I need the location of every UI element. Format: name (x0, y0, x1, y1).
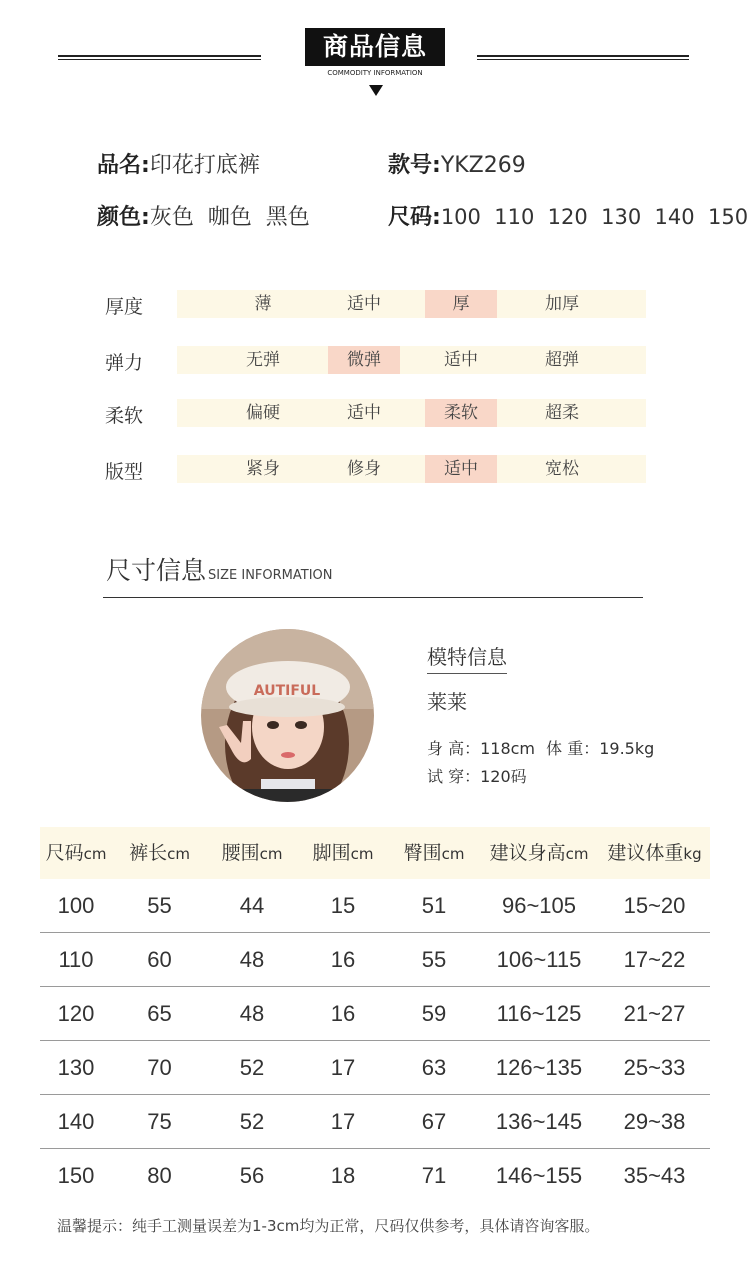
header-name: 建议体重 (607, 842, 684, 864)
cap-text: AUTIFUL (253, 683, 321, 699)
table-cell: 44 (239, 893, 265, 918)
attribute-label: 厚度 (105, 296, 144, 318)
table-header-cell (599, 827, 710, 879)
table-cell: 21~27 (623, 1001, 686, 1026)
section-subtitle: COMMODITY INFORMATION (327, 69, 423, 77)
attribute-option: 适中 (444, 350, 478, 370)
model-weight-label: 体 重： (546, 739, 600, 758)
style-number-label: 款号: (388, 153, 441, 178)
table-cell: 116~125 (496, 1001, 582, 1026)
attribute-option-selected: 适中 (425, 455, 497, 483)
table-cell: 17 (330, 1055, 356, 1080)
table-cell: 17~22 (623, 947, 686, 972)
model-height-value: 118cm (480, 739, 536, 758)
section-title: 商品信息 (305, 28, 445, 66)
header-name: 裤长 (129, 842, 168, 864)
table-header-cell (207, 827, 297, 879)
header-unit: cm (565, 845, 589, 863)
size-title-en: SIZE INFORMATION (208, 568, 333, 583)
model-tryon-label: 试 穿： (427, 767, 481, 786)
table-cell: 120 (57, 1001, 95, 1026)
attribute-scale (177, 399, 646, 427)
table-cell: 67 (421, 1109, 447, 1134)
table-cell: 130 (57, 1055, 95, 1080)
header-name: 腰围 (221, 842, 260, 864)
table-cell: 35~43 (623, 1163, 686, 1188)
sizes (388, 200, 748, 231)
table-cell: 136~145 (495, 1109, 583, 1134)
header-unit: cm (441, 845, 465, 863)
attribute-label: 版型 (105, 461, 144, 483)
header-right-rule (477, 55, 689, 60)
attribute-scale (177, 455, 646, 483)
table-cell: 126~135 (495, 1055, 583, 1080)
table-cell: 100 (57, 893, 95, 918)
table-cell: 17 (330, 1109, 356, 1134)
attribute-option: 超弹 (545, 350, 579, 370)
header-unit: cm (259, 845, 283, 863)
colors-label: 颜色: (97, 205, 150, 230)
table-cell: 59 (421, 1001, 447, 1026)
table-row (40, 1095, 710, 1149)
model-height-label: 身 高： (427, 739, 481, 758)
table-cell: 106~115 (496, 947, 582, 972)
table-row (40, 879, 710, 933)
attribute-scale (177, 346, 646, 374)
table-cell: 52 (239, 1055, 265, 1080)
table-cell: 15~20 (623, 893, 686, 918)
attribute-option: 加厚 (545, 294, 579, 314)
table-cell: 48 (239, 1001, 265, 1026)
colors-value: 灰色 咖色 黑色 (149, 205, 310, 230)
table-cell: 70 (147, 1055, 172, 1080)
table-cell: 25~33 (623, 1055, 686, 1080)
header-name: 尺码 (45, 842, 84, 864)
table-cell: 55 (147, 893, 172, 918)
header-name: 脚围 (312, 842, 351, 864)
attribute-option: 适中 (347, 403, 381, 423)
table-header-cell (40, 827, 112, 879)
table-cell: 150 (57, 1163, 95, 1188)
model-measurements (427, 736, 654, 759)
table-row (40, 987, 710, 1041)
attribute-scale (177, 290, 646, 318)
model-weight-value: 19.5kg (599, 739, 655, 758)
sizes-label: 尺码: (388, 205, 441, 230)
header-name: 建议身高 (489, 842, 566, 864)
attribute-option: 无弹 (246, 350, 280, 370)
table-cell: 51 (421, 893, 447, 918)
table-cell: 75 (147, 1109, 172, 1134)
sizes-value: 100 110 120 130 140 150 (440, 205, 749, 229)
attribute-option: 宽松 (545, 459, 579, 479)
attribute-option: 薄 (254, 294, 272, 314)
table-cell: 18 (330, 1163, 356, 1188)
table-cell: 48 (239, 947, 265, 972)
table-cell: 16 (330, 1001, 356, 1026)
header-unit: cm (167, 845, 190, 863)
attribute-option-selected: 微弹 (328, 346, 400, 374)
table-cell: 96~105 (501, 893, 577, 918)
size-title-cn: 尺寸信息 (106, 556, 207, 585)
table-cell: 146~155 (495, 1163, 583, 1188)
table-row (40, 933, 710, 987)
size-table-body (40, 879, 710, 1203)
table-row (40, 1149, 710, 1203)
size-table-header (40, 827, 710, 879)
style-number-value: YKZ269 (440, 153, 526, 178)
attribute-label: 弹力 (105, 352, 144, 374)
down-arrow-icon (369, 85, 383, 96)
attribute-label: 柔软 (105, 405, 144, 427)
model-avatar (201, 629, 374, 802)
table-row (40, 1041, 710, 1095)
header-unit: cm (350, 845, 374, 863)
size-section-rule (103, 597, 643, 598)
colors (97, 200, 310, 231)
table-cell: 16 (330, 947, 356, 972)
header-unit: cm (83, 845, 107, 863)
header-name: 臀围 (403, 842, 442, 864)
product-name (97, 148, 260, 179)
table-header-cell (297, 827, 389, 879)
table-cell: 71 (421, 1163, 447, 1188)
table-cell: 15 (330, 893, 356, 918)
size-table (40, 827, 710, 1203)
header-unit: kg (683, 845, 702, 863)
table-header-cell (112, 827, 207, 879)
table-cell: 63 (421, 1055, 447, 1080)
attribute-option: 适中 (347, 294, 381, 314)
model-info-heading: 模特信息 (427, 641, 507, 674)
model-tryon (427, 764, 527, 787)
measurement-note: 温馨提示：纯手工测量误差为1-3cm均为正常，尺码仅供参考，具体请咨询客服。 (57, 1217, 600, 1235)
attribute-option-selected: 柔软 (425, 399, 497, 427)
model-tryon-value: 120码 (480, 767, 527, 786)
model-name: 莱莱 (427, 690, 467, 714)
attribute-option-selected: 厚 (425, 290, 497, 318)
table-header-cell (479, 827, 599, 879)
table-cell: 29~38 (623, 1109, 686, 1134)
product-name-value: 印花打底裤 (149, 153, 260, 178)
table-header-cell (389, 827, 479, 879)
size-section-title (106, 551, 333, 587)
product-name-label: 品名: (97, 153, 150, 178)
style-number (388, 148, 526, 179)
attribute-option: 修身 (347, 459, 381, 479)
table-cell: 52 (239, 1109, 265, 1134)
table-cell: 56 (239, 1163, 265, 1188)
table-cell: 60 (147, 947, 172, 972)
table-cell: 65 (147, 1001, 172, 1026)
attribute-option: 超柔 (545, 403, 579, 423)
table-cell: 80 (147, 1163, 172, 1188)
table-cell: 55 (421, 947, 447, 972)
attribute-option: 偏硬 (246, 403, 280, 423)
table-cell: 140 (57, 1109, 95, 1134)
attribute-option: 紧身 (246, 459, 280, 479)
header-left-rule (58, 55, 261, 60)
table-cell: 110 (58, 947, 94, 972)
